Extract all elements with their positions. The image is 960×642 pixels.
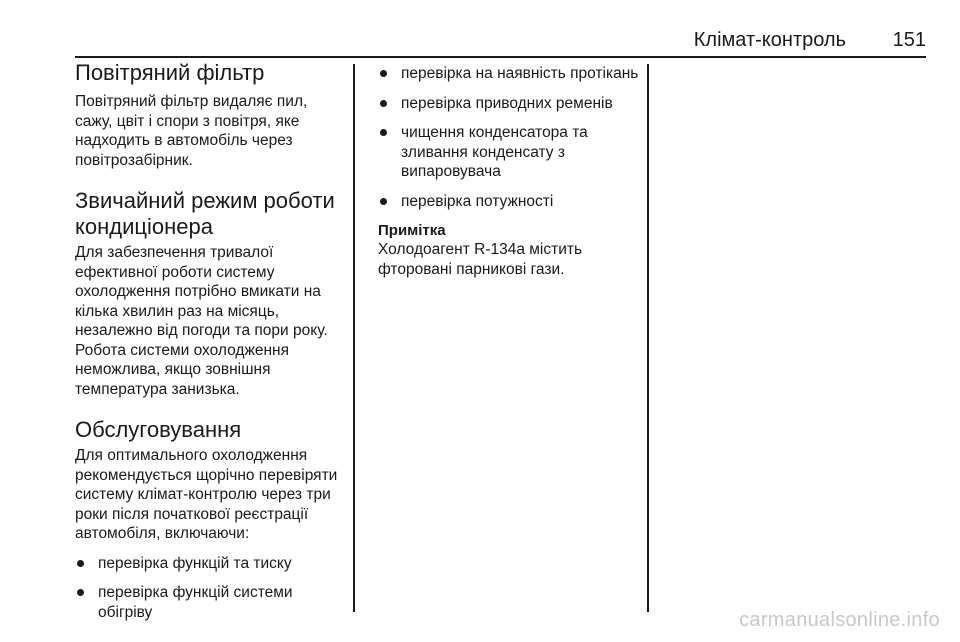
bullet-text: чищення конденсатора та зливання конденсату з випаровувача xyxy=(401,124,588,180)
bullet-text: перевірка функцій та тиску xyxy=(98,554,292,572)
air-filter-text: Повітряний фільтр видаляє пил, сажу, цвіт і спори з повітря, яке надходить в автомобіль через повітрозабірник. xyxy=(75,93,308,169)
service-bullet-list xyxy=(75,554,347,623)
bullet-text: перевірка приводних ременів xyxy=(401,94,613,112)
note-text: Холодоагент R-134a містить фторовані парникові гази. xyxy=(378,241,583,278)
bullet-text: перевірка функцій системи обігріву xyxy=(98,584,293,621)
column-2 xyxy=(378,60,640,279)
column-1 xyxy=(75,60,347,632)
bullet-item xyxy=(75,554,347,574)
note-title: Примітка xyxy=(378,222,446,239)
header-divider xyxy=(75,56,926,58)
bullet-item xyxy=(378,192,640,212)
air-filter-heading: Повітряний фільтр xyxy=(75,60,265,85)
watermark: carmanualsonline.info xyxy=(739,609,940,631)
bullet-icon xyxy=(380,198,387,205)
bullet-icon xyxy=(77,589,84,596)
check-bullet-list xyxy=(378,64,640,211)
bullet-item xyxy=(75,583,347,622)
bullet-text: перевірка на наявність протікань xyxy=(401,65,639,82)
bullet-item xyxy=(378,64,640,84)
page-header xyxy=(75,28,926,52)
column-divider-2 xyxy=(647,64,649,612)
bullet-item xyxy=(378,94,640,114)
regular-mode-heading: Звичайний режим роботи кондиціонера xyxy=(75,188,335,239)
page-number: 151 xyxy=(892,29,926,51)
bullet-icon xyxy=(380,129,387,136)
bullet-icon xyxy=(380,100,387,107)
service-text: Для оптимального охолодження рекомендується щорічно перевіряти систему клімат-контролю через три роки після початкової реєстрації автомобіля, включаючи: xyxy=(75,447,338,542)
bullet-icon xyxy=(77,560,84,567)
regular-mode-text: Для забезпечення тривалої ефективної роботи систему охолодження потрібно вмикати на кілька хвилин раз на місяць, незалежно від погоди та пори року. Робота системи охолодження неможлива, якщо зовнішня температура занизька. xyxy=(75,244,328,398)
column-divider-1 xyxy=(353,64,355,612)
section-title: Клімат-контроль xyxy=(693,29,846,51)
bullet-text: перевірка потужності xyxy=(401,192,554,210)
bullet-item xyxy=(378,123,640,182)
service-heading: Обслуговування xyxy=(75,417,242,442)
bullet-icon xyxy=(380,70,387,77)
